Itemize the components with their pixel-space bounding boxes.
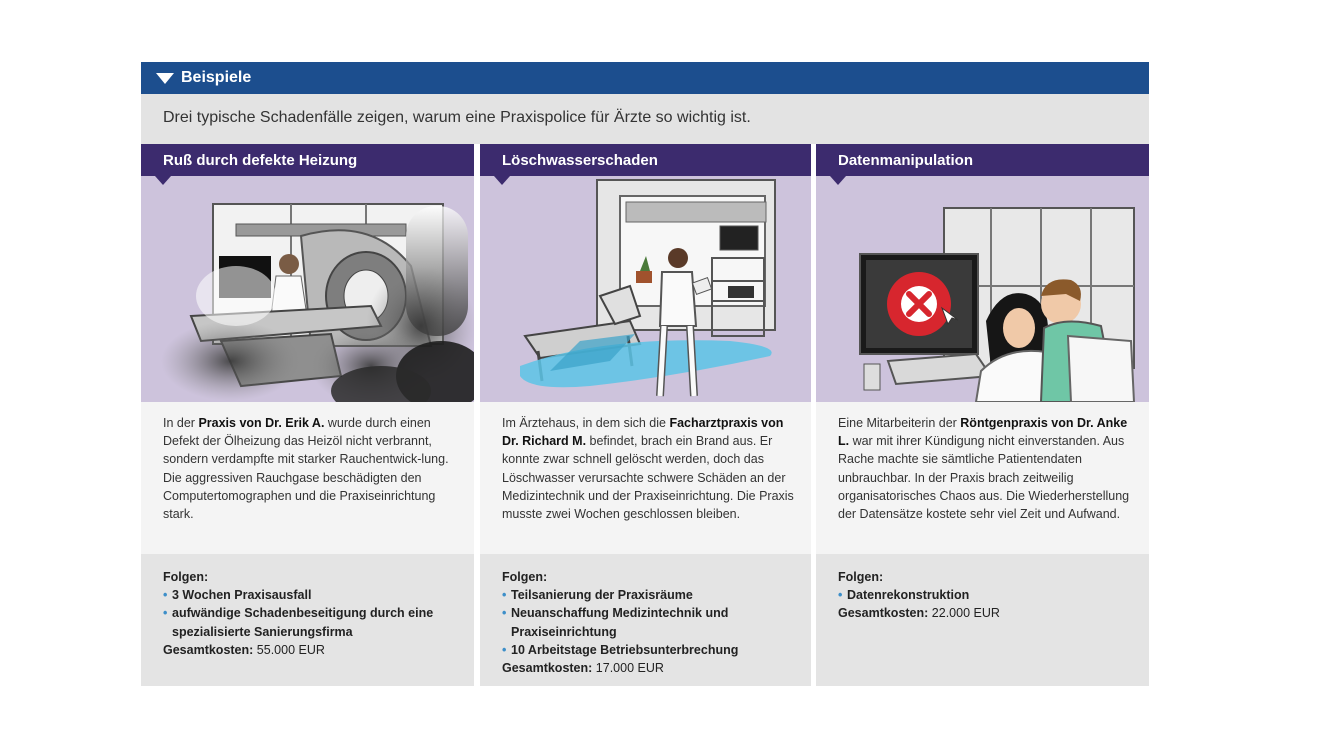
consequences-label: Folgen: [838,570,884,584]
cost-label: Gesamtkosten: [502,661,593,676]
intro-bar [141,94,1149,144]
notch-icon [830,176,846,185]
desc-text: In der [163,416,199,430]
desc-practice-name: Röntgenpraxis von Dr. Anke L. [838,416,1128,449]
total-cost [502,659,802,677]
desc-practice-name: Praxis von Dr. Erik A. [198,416,325,430]
consequences-list [502,586,802,659]
consequence-item: • Neuanschaffung Medizintechnik und Praxiseinrichtung [502,604,802,640]
triangle-down-icon[interactable] [156,73,174,84]
desc-text: war mit ihrer Kündigung nicht einverstanden. Aus Rache machte sie sämtliche Patientendaten unbrauchbar. In der Praxis brach zeitweilig organisatorisches Chaos aus. Die Wiederherstellung der Datensätze kostete sehr viel Zeit und Aufwand. [838,434,1130,522]
consequences-box [141,554,474,686]
desc-text: Eine Mitarbeiterin der [838,416,961,430]
total-cost [838,604,1138,622]
ct-scanner-smoke-illustration [141,176,474,402]
section-title: Beispiele [181,69,252,86]
consequence-item: • 10 Arbeitstage Betriebsunterbrechung [502,641,802,659]
consequence-item: • Datenrekonstruktion [838,586,1138,604]
cost-label: Gesamtkosten: [163,642,254,657]
case-title-bar [816,144,1149,176]
intro-text: Drei typische Schadenfälle zeigen, warum eine Praxispolice für Ärzte so wichtig ist. [163,109,751,126]
data-manipulation-illustration [816,176,1149,402]
case-title-bar [141,144,474,176]
consequences-label: Folgen: [163,570,209,584]
case-description [480,402,811,554]
case-title-bar [480,144,811,176]
consequences-list [163,586,463,641]
total-cost [163,641,463,659]
case-title: Löschwasserschaden [502,152,658,169]
notch-icon [155,176,171,185]
consequence-item: • 3 Wochen Praxisausfall [163,586,463,604]
case-title: Ruß durch defekte Heizung [163,152,358,169]
case-column-soot [141,144,474,686]
desc-text: wurde durch einen Defekt der Ölheizung das Heizöl nicht verbrannt, sondern verdampfte mit starker Rauchentwick-lung. Die aggressiven Rauchgase beschädigten den Computertomographen und die Praxiseinrichtung stark. [163,416,449,522]
cost-value: 55.000 EUR [256,642,325,657]
case-column-data [816,144,1149,686]
examples-panel [141,62,1149,686]
consequence-item: • aufwändige Schadenbeseitigung durch eine spezialisierte Sanierungsfirma [163,604,463,640]
notch-icon [494,176,510,185]
water-damage-illustration [480,176,811,402]
case-title: Datenmanipulation [838,152,974,169]
case-column-water [480,144,811,686]
consequences-box [816,554,1149,686]
cost-value: 22.000 EUR [931,606,1000,621]
section-header[interactable] [141,62,1149,94]
consequence-item: • Teilsanierung der Praxisräume [502,586,802,604]
consequences-list [838,586,1138,604]
consequences-label: Folgen: [502,570,548,584]
consequences-box [480,554,811,686]
case-description [816,402,1149,554]
cost-value: 17.000 EUR [595,661,664,676]
case-description [141,402,474,554]
cost-label: Gesamtkosten: [838,606,929,621]
desc-practice-name: Facharztpraxis von Dr. Richard M. [502,416,784,449]
desc-text: befindet, brach ein Brand aus. Er konnte zwar schnell gelöscht werden, doch das Löschwasser verursachte schwere Schäden an der Medizintechnik und der Praxiseinrichtung. Die Praxis musste zwei Wochen geschlossen bleiben. [502,434,794,522]
desc-text: Im Ärztehaus, in dem sich die [502,416,670,430]
